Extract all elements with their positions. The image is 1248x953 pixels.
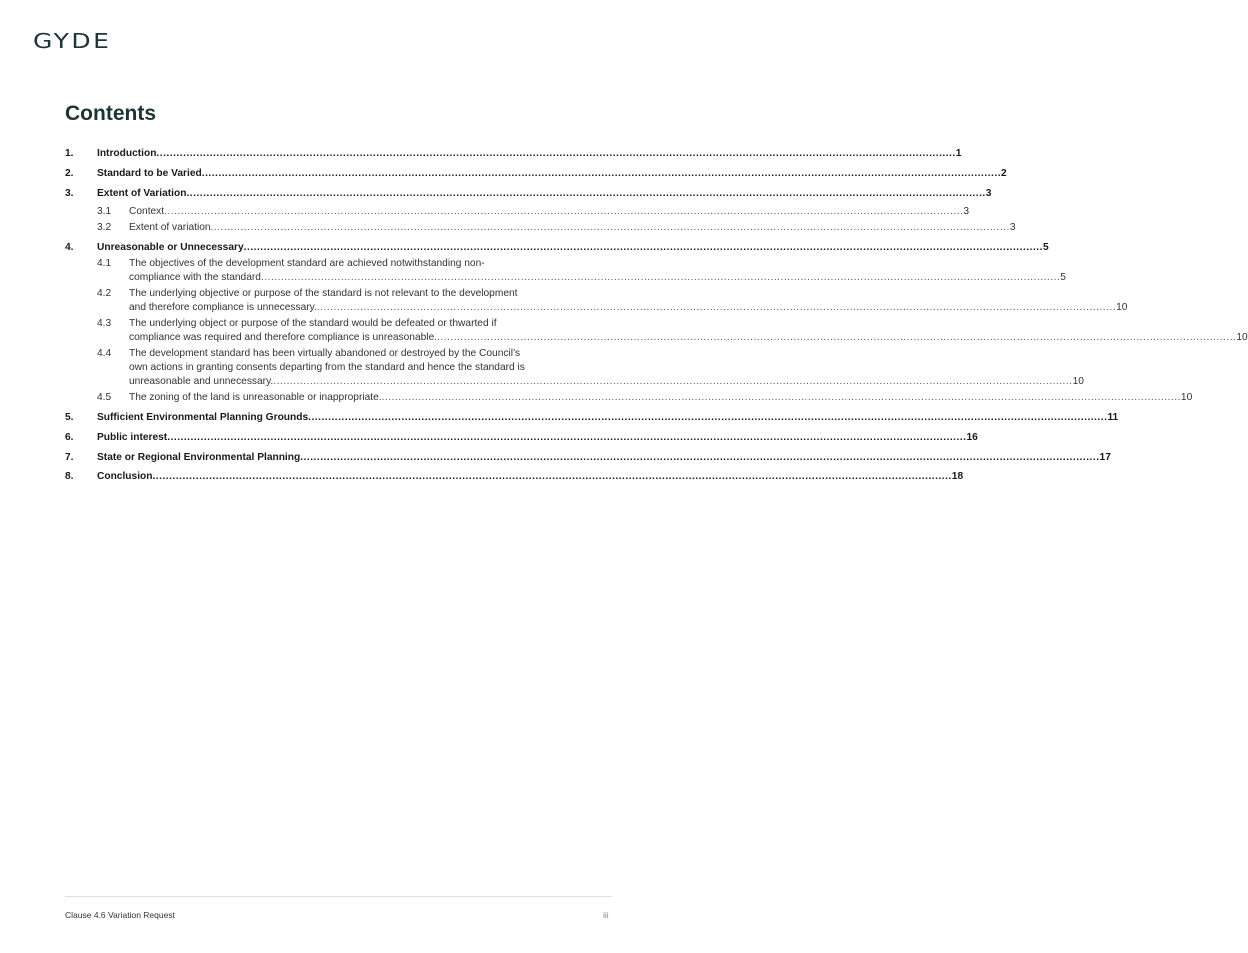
toc-label-continued: and therefore compliance is unnecessary. — [129, 302, 317, 314]
toc-page: 1 — [955, 148, 962, 159]
footer-divider — [65, 896, 612, 897]
toc-label: Extent of Variation — [97, 187, 187, 199]
leader-dots — [211, 221, 1010, 235]
toc-page: 10 — [1180, 392, 1193, 404]
leader-dots — [152, 470, 951, 484]
toc-page: 2 — [1001, 167, 1007, 179]
leader-dots — [300, 451, 1099, 465]
toc-page: 3 — [963, 205, 970, 217]
toc-number: 4.5 — [97, 392, 112, 404]
toc-page: 5 — [1042, 242, 1049, 254]
toc-label: Standard to be Varied — [97, 167, 202, 179]
toc-entry-3[interactable] — [65, 187, 992, 201]
table-of-contents — [65, 147, 1248, 490]
toc-page: 10 — [1072, 376, 1084, 388]
toc-number: 2. — [65, 167, 74, 179]
leader-dots — [167, 431, 966, 445]
toc-number: 4.3 — [97, 318, 112, 330]
toc-number: 8. — [65, 471, 74, 483]
toc-entry-4-2[interactable] — [65, 287, 1128, 315]
leader-dots — [156, 147, 955, 161]
toc-entry-6[interactable] — [65, 431, 978, 445]
toc-number: 3.2 — [97, 222, 112, 234]
toc-number: 7. — [65, 451, 74, 463]
toc-label: The zoning of the land is unreasonable or inappropriate. — [129, 392, 382, 404]
footer-document-title: Clause 4.6 Variation Request — [65, 910, 175, 920]
toc-entry-7[interactable] — [65, 451, 1111, 465]
toc-page: 3 — [1009, 222, 1016, 234]
toc-entry-4-4[interactable] — [65, 347, 1084, 389]
toc-entry-1[interactable] — [65, 147, 962, 161]
toc-page: 10 — [1236, 332, 1248, 344]
toc-label-continued: compliance with the standard — [129, 272, 261, 284]
toc-entry-3-2[interactable] — [65, 221, 1016, 235]
toc-page: 3 — [985, 187, 992, 199]
toc-entry-5[interactable] — [65, 411, 1119, 425]
toc-entry-8[interactable] — [65, 470, 964, 484]
toc-label: Public interest — [97, 431, 168, 443]
toc-label: The underlying objective or purpose of the standard is not relevant to the development — [129, 288, 518, 300]
toc-label: Extent of variation — [129, 222, 211, 234]
toc-entry-4-1[interactable] — [65, 257, 1066, 285]
toc-page: 18 — [951, 471, 964, 483]
toc-entry-2[interactable] — [65, 167, 1007, 181]
toc-label: Context — [129, 205, 165, 217]
toc-number: 6. — [65, 431, 74, 443]
toc-number: 4.2 — [97, 288, 112, 300]
leader-dots — [317, 301, 1116, 315]
toc-label-continued: compliance was required and therefore compliance is unreasonable. — [129, 332, 438, 344]
leader-dots — [437, 331, 1236, 345]
toc-page: 5 — [1060, 272, 1066, 284]
leader-dots — [273, 375, 1072, 389]
toc-label: Sufficient Environmental Planning Grounds — [97, 412, 309, 424]
toc-label-continued: unreasonable and unnecessary. — [129, 376, 274, 388]
toc-label: Introduction — [97, 148, 157, 159]
toc-entry-3-1[interactable] — [65, 205, 970, 219]
toc-label: Unreasonable or Unnecessary — [97, 242, 244, 254]
toc-number: 3. — [65, 187, 74, 199]
leader-dots — [308, 411, 1107, 425]
leader-dots — [164, 205, 963, 219]
leader-dots — [244, 241, 1043, 255]
toc-label: State or Regional Environmental Planning — [97, 451, 301, 463]
toc-label: The development standard has been virtually abandoned or destroyed by the Council’s — [129, 348, 521, 360]
gyde-logo: GYDE — [33, 29, 112, 53]
toc-number: 4.4 — [97, 348, 112, 360]
leader-dots — [382, 391, 1181, 405]
toc-number: 5. — [65, 412, 74, 424]
toc-page: 10 — [1116, 302, 1128, 314]
leader-dots — [261, 271, 1060, 285]
leader-dots — [186, 187, 985, 201]
toc-page: 16 — [966, 431, 978, 443]
toc-number: 4.1 — [97, 258, 112, 270]
leader-dots — [202, 167, 1001, 181]
toc-entry-4-3[interactable] — [65, 317, 1248, 345]
toc-number: 4. — [65, 242, 74, 254]
toc-label: Conclusion — [97, 471, 153, 483]
toc-number: 1. — [65, 148, 74, 159]
toc-entry-4-5[interactable] — [65, 391, 1193, 405]
toc-page: 17 — [1099, 451, 1111, 463]
toc-page: 11 — [1107, 412, 1119, 424]
toc-number: 3.1 — [97, 205, 112, 217]
page-title: Contents — [65, 102, 156, 125]
toc-label-continued: own actions in granting consents departing from the standard and hence the standard is — [129, 362, 525, 374]
footer-page-number: iii — [603, 910, 609, 920]
toc-label: The objectives of the development standard are achieved notwithstanding non- — [129, 258, 485, 270]
toc-entry-4[interactable] — [65, 241, 1049, 255]
toc-label: The underlying object or purpose of the standard would be defeated or thwarted if — [129, 318, 497, 330]
